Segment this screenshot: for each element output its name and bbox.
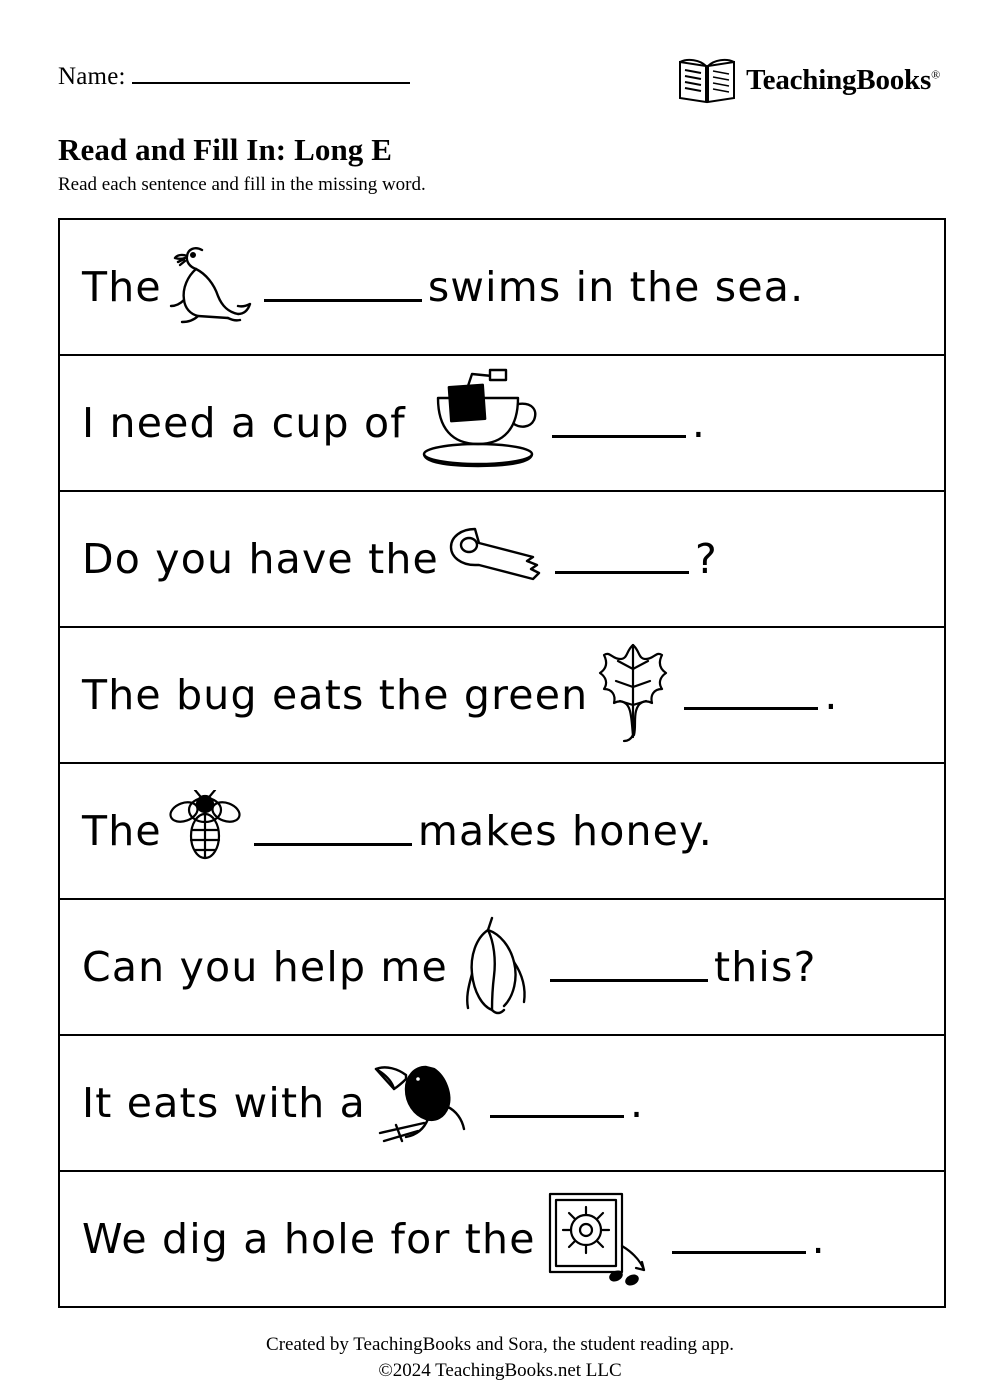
sentence-7-before: It eats with a	[82, 1078, 366, 1127]
sentence-7-after: .	[629, 1078, 645, 1127]
table-row	[60, 356, 944, 492]
sentence-5	[82, 790, 922, 873]
sentence-8-before: We dig a hole for the	[82, 1214, 536, 1263]
brand-name: TeachingBooks®	[746, 63, 940, 96]
sentence-1-before: The	[82, 262, 162, 311]
sentence-3-after: ?	[694, 534, 718, 583]
answer-blank-6[interactable]	[550, 953, 708, 982]
sentence-1-after: swims in the sea.	[427, 262, 805, 311]
answer-blank-4[interactable]	[684, 681, 818, 710]
teacup-icon	[406, 368, 546, 479]
sentence-4-after: .	[824, 670, 839, 719]
table-row	[60, 900, 944, 1036]
sentence-8	[82, 1186, 922, 1293]
footer-line-2: ©2024 TeachingBooks.net LLC	[378, 1359, 622, 1381]
answer-blank-2[interactable]	[552, 409, 686, 438]
sentence-4	[82, 639, 922, 752]
table-row	[60, 1172, 944, 1308]
name-label: Name:	[58, 63, 126, 90]
page-title: Read and Fill In: Long E	[58, 132, 393, 167]
seed-packet-icon	[536, 1186, 666, 1293]
answer-blank-3[interactable]	[555, 545, 689, 574]
banana-peel-icon	[448, 912, 544, 1023]
sentence-5-after: makes honey.	[417, 806, 713, 855]
sentence-3	[82, 521, 922, 598]
table-row	[60, 220, 944, 356]
sentence-2-after: .	[691, 398, 707, 447]
sentence-2	[82, 368, 922, 479]
seal-icon	[162, 234, 258, 341]
page-footer	[58, 1332, 942, 1383]
worksheet-table	[58, 218, 946, 1308]
sentence-6-after: this?	[713, 942, 817, 991]
sentence-3-before: Do you have the	[82, 534, 439, 583]
sentence-6-before: Can you help me	[82, 942, 448, 991]
trademark-symbol: ®	[931, 66, 940, 81]
sentence-7	[82, 1049, 922, 1158]
sentence-2-before: I need a cup of	[82, 398, 406, 447]
answer-blank-5[interactable]	[254, 817, 412, 846]
page-subtitle: Read each sentence and fill in the missing word.	[58, 174, 426, 195]
table-row	[60, 764, 944, 900]
bee-icon	[162, 790, 248, 873]
sentence-1	[82, 234, 922, 341]
leaf-icon	[588, 639, 678, 752]
sentence-8-after: .	[811, 1214, 826, 1263]
page-header	[58, 0, 942, 106]
footer-line-1: Created by TeachingBooks and Sora, the student reading app.	[266, 1334, 734, 1355]
sentence-5-before: The	[82, 806, 162, 855]
teachingbooks-logo	[676, 54, 940, 106]
table-row	[60, 628, 944, 764]
table-row	[60, 492, 944, 628]
sentence-4-before: The bug eats the green	[82, 670, 589, 719]
answer-blank-1[interactable]	[264, 273, 422, 302]
sentence-6	[82, 912, 922, 1023]
toucan-icon	[366, 1049, 484, 1158]
table-row	[60, 1036, 944, 1172]
name-write-line[interactable]	[132, 62, 410, 84]
key-icon	[439, 521, 549, 598]
answer-blank-7[interactable]	[490, 1089, 624, 1118]
answer-blank-8[interactable]	[672, 1225, 806, 1254]
open-book-icon	[676, 54, 738, 106]
student-name-field[interactable]	[58, 62, 410, 91]
